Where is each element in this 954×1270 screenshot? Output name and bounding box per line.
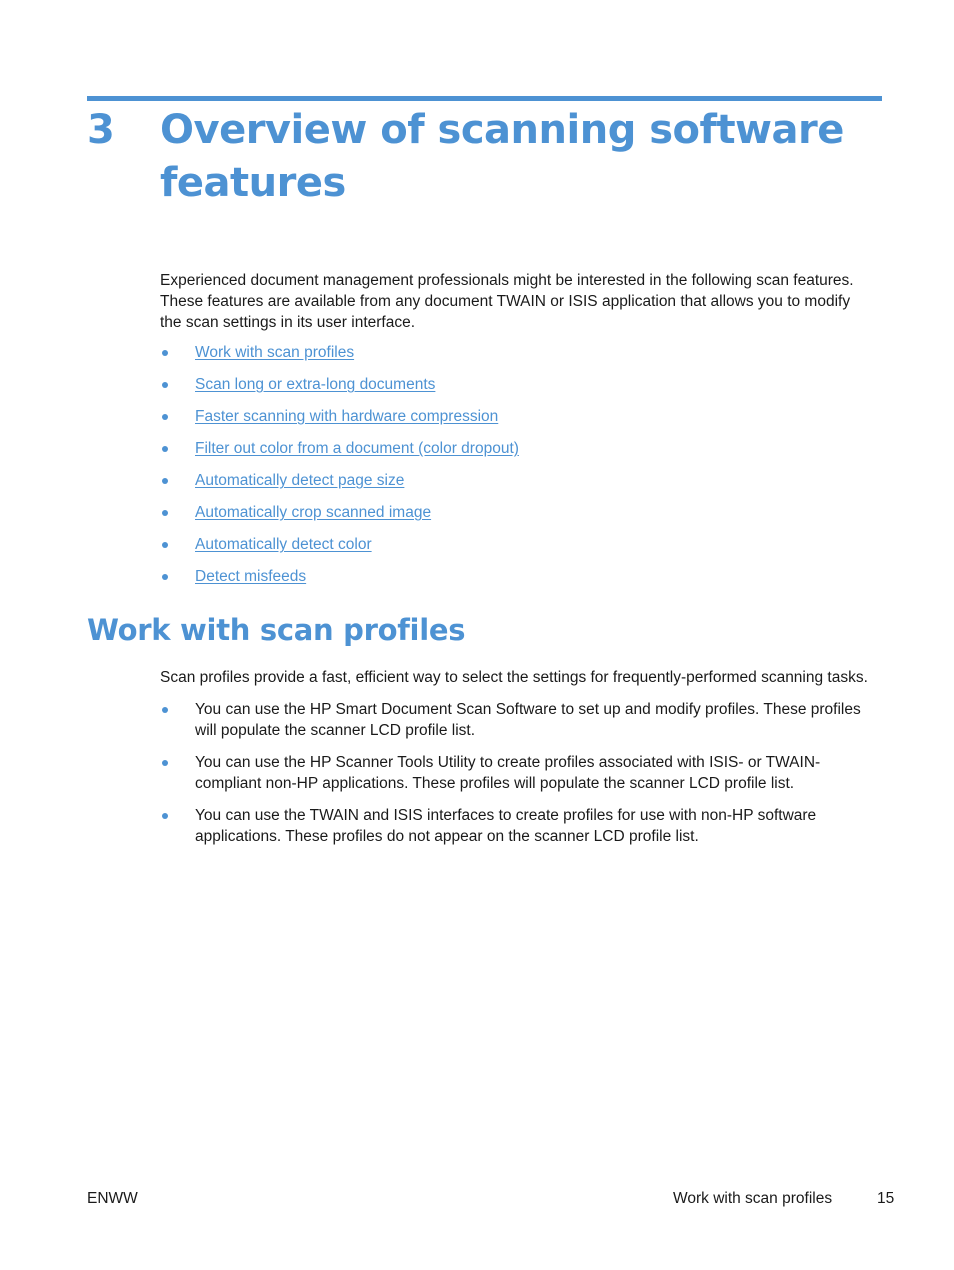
link-work-with-scan-profiles[interactable]: Work with scan profiles [195, 344, 355, 361]
bullet-icon [162, 510, 168, 516]
footer-section-title: Work with scan profiles [673, 1190, 833, 1207]
chapter-rule [87, 96, 882, 101]
list-item [160, 374, 860, 406]
bullet-icon [162, 574, 168, 580]
list-item [160, 805, 875, 847]
page-number: 15 [877, 1190, 895, 1207]
list-item [160, 534, 860, 566]
list-item [160, 752, 875, 794]
list-item [160, 406, 860, 438]
list-item-text: You can use the TWAIN and ISIS interfaces to create profiles for use with non-HP software applications. These profiles do not appear on the scanner LCD profile list. [195, 807, 817, 845]
chapter-number: 3 [87, 107, 115, 153]
bullet-icon [162, 542, 168, 548]
section-intro-paragraph: Scan profiles provide a fast, efficient way to select the settings for frequently-performed scanning tasks. [160, 669, 868, 686]
bullet-icon [162, 414, 168, 420]
list-item [160, 699, 875, 741]
chapter-title: Overview of scanning software features [160, 107, 844, 206]
profile-notes-list [160, 699, 875, 858]
link-detect-page-size[interactable]: Automatically detect page size [195, 472, 405, 489]
intro-paragraph: Experienced document management professionals might be interested in the following scan features. These features are available from any document TWAIN or ISIS application that allows you to modify the scan settings in its user interface. [160, 272, 854, 331]
link-detect-color[interactable]: Automatically detect color [195, 536, 372, 553]
link-scan-long-documents[interactable]: Scan long or extra-long documents [195, 376, 436, 393]
bullet-icon [162, 478, 168, 484]
list-item [160, 438, 860, 470]
footer-locale: ENWW [87, 1190, 138, 1207]
link-hardware-compression[interactable]: Faster scanning with hardware compression [195, 408, 499, 425]
list-item [160, 566, 860, 598]
bullet-icon [162, 350, 168, 356]
list-item-text: You can use the HP Smart Document Scan Software to set up and modify profiles. These profiles will populate the scanner LCD profile list. [195, 701, 861, 739]
list-item [160, 502, 860, 534]
link-color-dropout[interactable]: Filter out color from a document (color dropout) [195, 440, 519, 457]
bullet-icon [162, 813, 168, 819]
feature-link-list [160, 342, 860, 598]
list-item [160, 342, 860, 374]
list-item [160, 470, 860, 502]
list-item-text: You can use the HP Scanner Tools Utility to create profiles associated with ISIS- or TWAIN-compliant non-HP applications. These profiles will populate the scanner LCD profile list. [195, 754, 821, 792]
bullet-icon [162, 707, 168, 713]
bullet-icon [162, 760, 168, 766]
bullet-icon [162, 382, 168, 388]
link-detect-misfeeds[interactable]: Detect misfeeds [195, 568, 307, 585]
bullet-icon [162, 446, 168, 452]
link-crop-scanned-image[interactable]: Automatically crop scanned image [195, 504, 432, 521]
section-title: Work with scan profiles [87, 613, 466, 647]
